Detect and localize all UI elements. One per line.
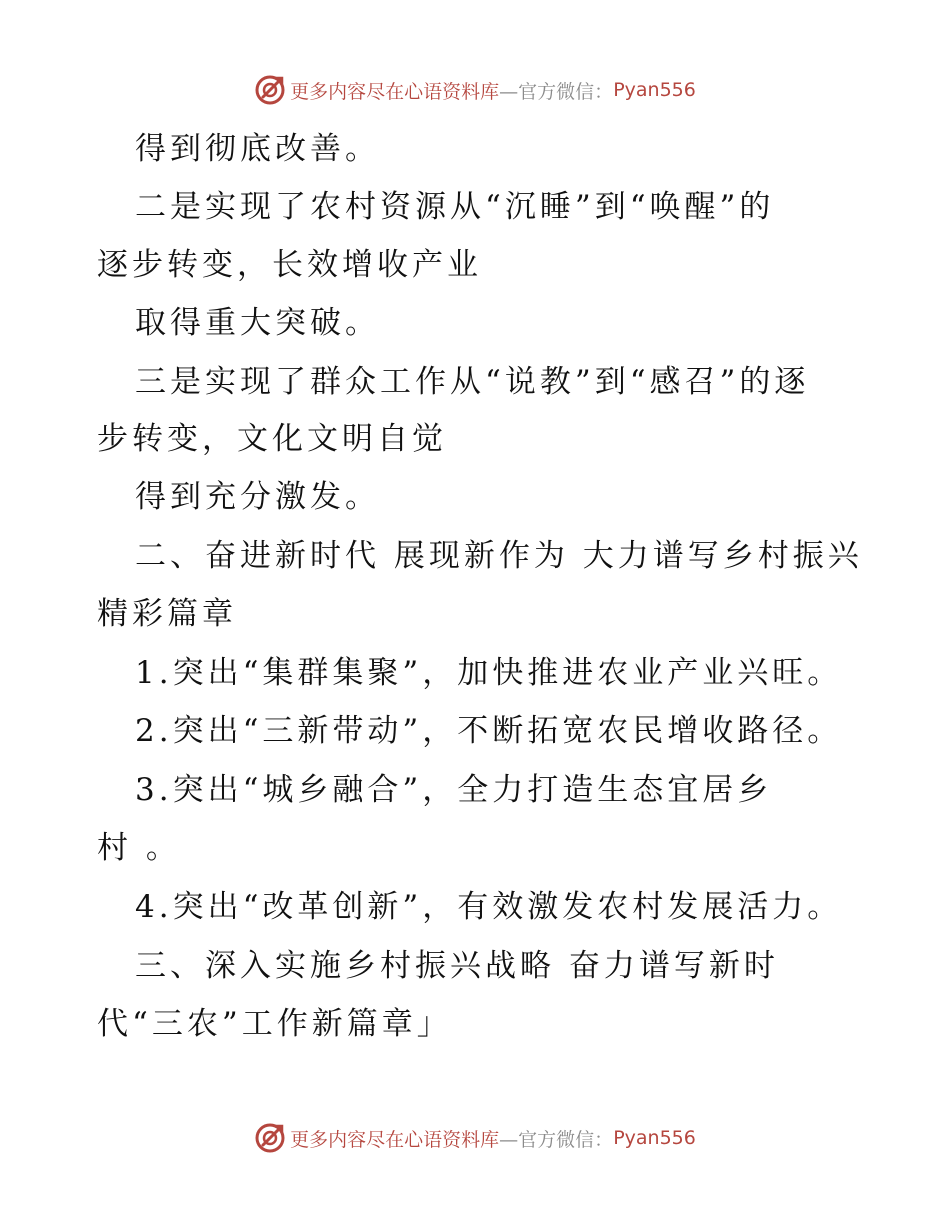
body-line: 二是实现了农村资源从“沉睡”到“唤醒”的 <box>135 189 775 225</box>
section-heading: 三、深入实施乡村振兴战略 奋力谱写新时 <box>135 948 779 984</box>
list-item: 4.突出“改革创新”，有效激发农村发展活力。 <box>135 889 843 925</box>
brand-logo-icon <box>254 74 286 106</box>
body-line: 逐步转变，长效增收产业 <box>97 247 482 283</box>
header-banner-main: 更多内容尽在心语资料库 <box>290 80 500 103</box>
header-banner <box>0 70 950 110</box>
section-heading: 二、奋进新时代 展现新作为 大力谱写乡村振兴 <box>135 538 863 574</box>
footer-banner <box>0 1118 950 1158</box>
footer-banner-sub: —官方微信： <box>499 1128 614 1151</box>
body-line: 步转变，文化文明自觉 <box>97 421 447 457</box>
body-line: 取得重大突破。 <box>135 305 380 341</box>
brand-logo-icon <box>254 1122 286 1154</box>
footer-banner-main: 更多内容尽在心语资料库 <box>290 1128 500 1151</box>
body-line: 得到充分激发。 <box>135 479 380 515</box>
section-heading: 精彩篇章 <box>97 596 237 632</box>
list-item: 1.突出“集群集聚”，加快推进农业产业兴旺。 <box>135 655 843 691</box>
body-line: 得到彻底改善。 <box>135 131 380 167</box>
list-item: 3.突出“城乡融合”，全力打造生态宜居乡 <box>135 772 773 808</box>
header-banner-wechat: Pyan556 <box>613 79 696 101</box>
footer-banner-wechat: Pyan556 <box>613 1127 696 1149</box>
header-banner-sub: —官方微信： <box>499 80 614 103</box>
list-item: 村 。 <box>97 830 181 866</box>
body-line: 三是实现了群众工作从“说教”到“感召”的逐 <box>135 364 810 400</box>
section-heading: 代“三农”工作新篇章」 <box>97 1006 452 1042</box>
list-item: 2.突出“三新带动”，不断拓宽农民增收路径。 <box>135 713 843 749</box>
